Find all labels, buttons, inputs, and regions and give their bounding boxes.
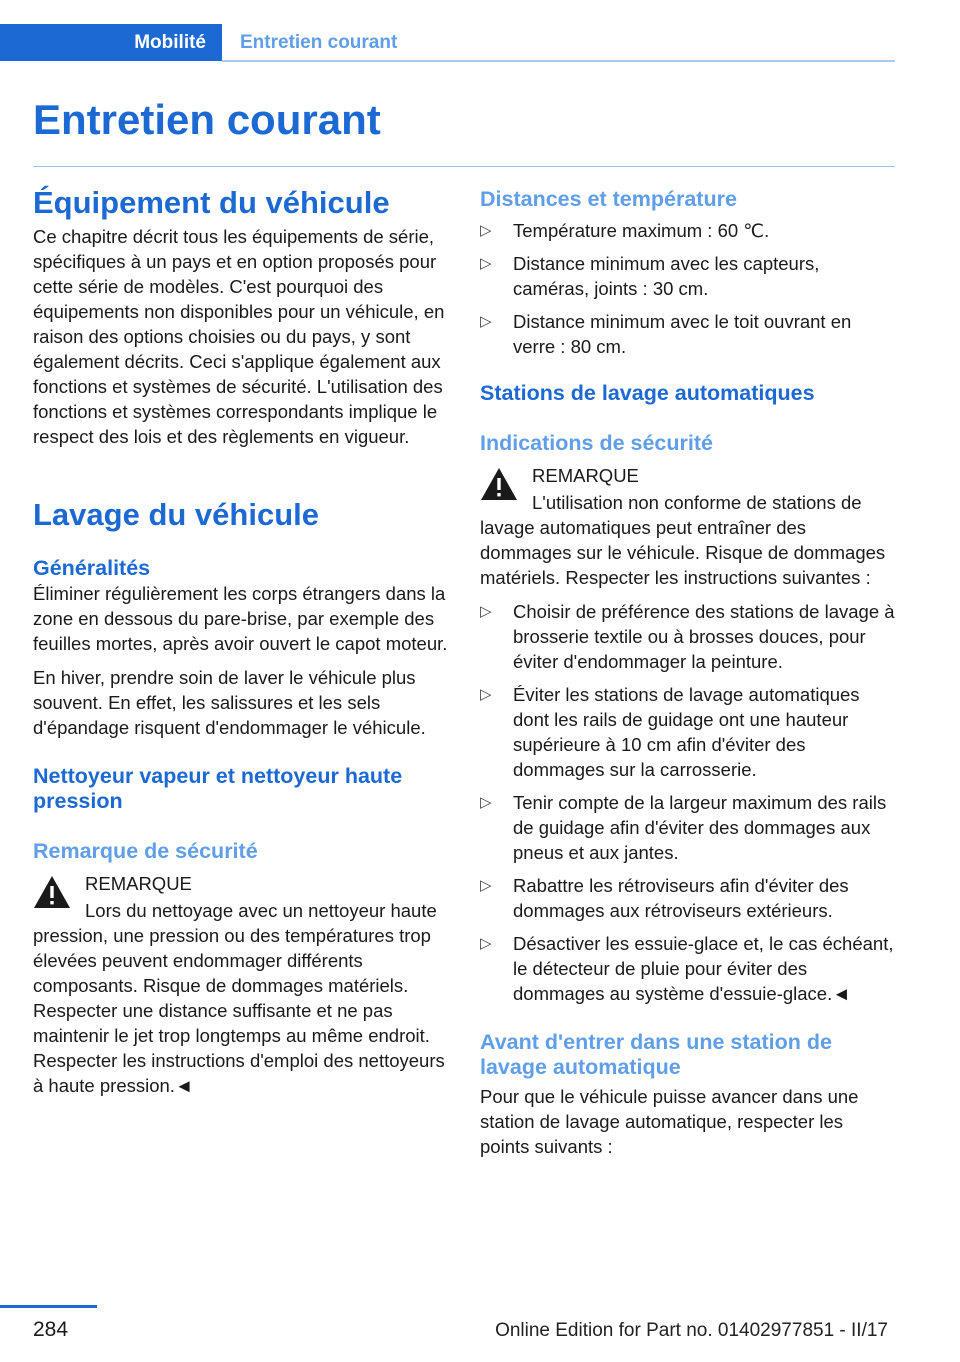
- warning-label: REMARQUE: [85, 873, 192, 894]
- list-item: ▷ Éviter les stations de lavage automatiques dont les rails de guidage ont une hauteur supérieure à 10 cm afin d'éviter des dommages sur la carrosserie.: [480, 684, 860, 780]
- subsection-title-distances: Distances et température: [480, 187, 737, 211]
- subsection-title-stations: Stations de lavage automatiques: [480, 381, 815, 405]
- subsection-title-remarque-securite: Remarque de sécurité: [33, 839, 258, 863]
- warning-list: [480, 599, 895, 1006]
- distances-list: [480, 218, 895, 359]
- list-item: ▷ Distance minimum avec le toit ouvrant en verre : 80 cm.: [480, 311, 852, 357]
- triangle-right-icon: ▷: [480, 222, 492, 239]
- warning-block: [33, 871, 448, 923]
- list-item: ▷ Température maximum : 60 ℃.: [480, 220, 770, 241]
- triangle-right-icon: ▷: [480, 877, 492, 894]
- title-divider: [33, 166, 895, 167]
- equipement-paragraph: Ce chapitre décrit tous les équipements de série, spécifiques à un pays et en option proposés pour cette série de modèles. C'est pourquoi des équipements non disponibles pour un véhicule, en raison des options choisies ou du pays, y sont également décrits. Ceci s'applique également aux fonctions et systèmes de sécurité. L'utilisation des fonctions et systèmes correspondants implique le respect des lois et des règlements en vigueur.: [33, 226, 445, 447]
- list-item: ▷ Désactiver les essuie-glace et, le cas échéant, le détecteur de pluie pour éviter des dommages au système d'essuie-glace.◄: [480, 933, 894, 1004]
- page-number: 284: [33, 1318, 69, 1341]
- warning-triangle-icon: [480, 467, 518, 501]
- page-title: Entretien courant: [33, 96, 381, 143]
- triangle-right-icon: ▷: [480, 603, 492, 620]
- triangle-right-icon: ▷: [480, 686, 492, 703]
- triangle-right-icon: ▷: [480, 255, 492, 272]
- section-title-lavage: Lavage du véhicule: [33, 497, 319, 532]
- list-item: ▷ Tenir compte de la largeur maximum des rails de guidage afin d'éviter des dommages aux pneus et aux jantes.: [480, 792, 887, 863]
- right-column: [480, 178, 895, 1159]
- triangle-right-icon: ▷: [480, 935, 492, 952]
- warning-triangle-icon: [33, 875, 71, 909]
- generalites-paragraph-2: En hiver, prendre soin de laver le véhicule plus souvent. En effet, les salissures et les sels d'épandage risquent d'endommager le véhicule.: [33, 667, 426, 738]
- warning-text: Lors du nettoyage avec un nettoyeur haute pression, une pression ou des températures trop élevées peuvent endommager différents composants. Risque de dommages matériels. Respecter une distance suffisante et ne pas maintenir le jet trop longtemps au même endroit. Respecter les instructions d'emploi des nettoyeurs à haute pression.◄: [33, 900, 445, 1096]
- left-column: [33, 178, 448, 1098]
- warning-label: REMARQUE: [532, 465, 639, 486]
- header-divider: [222, 60, 895, 62]
- warning-block: [480, 463, 895, 515]
- edition-note: Online Edition for Part no. 01402977851 - II/17: [495, 1320, 888, 1341]
- footer-divider: [0, 1305, 97, 1308]
- list-item: ▷ Distance minimum avec les capteurs, caméras, joints : 30 cm.: [480, 253, 820, 299]
- warning-text: L'utilisation non conforme de stations de lavage automatiques peut entraîner des dommages sur le véhicule. Risque de dommages matériels. Respecter les instructions suivantes :: [480, 492, 886, 588]
- triangle-right-icon: ▷: [480, 794, 492, 811]
- subsection-title-generalites: Généralités: [33, 556, 151, 580]
- generalites-paragraph-1: Éliminer régulièrement les corps étrangers dans la zone en dessous du pare-brise, par exemple des feuilles mortes, après avoir ouvert le capot moteur.: [33, 583, 448, 654]
- list-item: ▷ Rabattre les rétroviseurs afin d'éviter des dommages aux rétroviseurs extérieurs.: [480, 875, 849, 921]
- section-tab-mobilite[interactable]: Mobilité: [0, 24, 222, 61]
- avant-entrer-paragraph: Pour que le véhicule puisse avancer dans une station de lavage automatique, respecter les points suivants :: [480, 1086, 859, 1157]
- triangle-right-icon: ▷: [480, 313, 492, 330]
- subsection-title-indications-securite: Indications de sécurité: [480, 431, 713, 455]
- list-item: ▷ Choisir de préférence des stations de lavage à brosserie textile ou à brosses douces, pour éviter d'endommager la peinture.: [480, 601, 895, 672]
- section-tab-entretien[interactable]: Entretien courant: [240, 31, 398, 53]
- header-bar: [0, 24, 895, 62]
- section-title-equipement: Équipement du véhicule: [33, 185, 390, 220]
- subsection-title-avant-entrer: Avant d'entrer dans une station de lavage automatique: [480, 1030, 832, 1079]
- subsection-title-nettoyeur: Nettoyeur vapeur et nettoyeur haute pression: [33, 764, 403, 813]
